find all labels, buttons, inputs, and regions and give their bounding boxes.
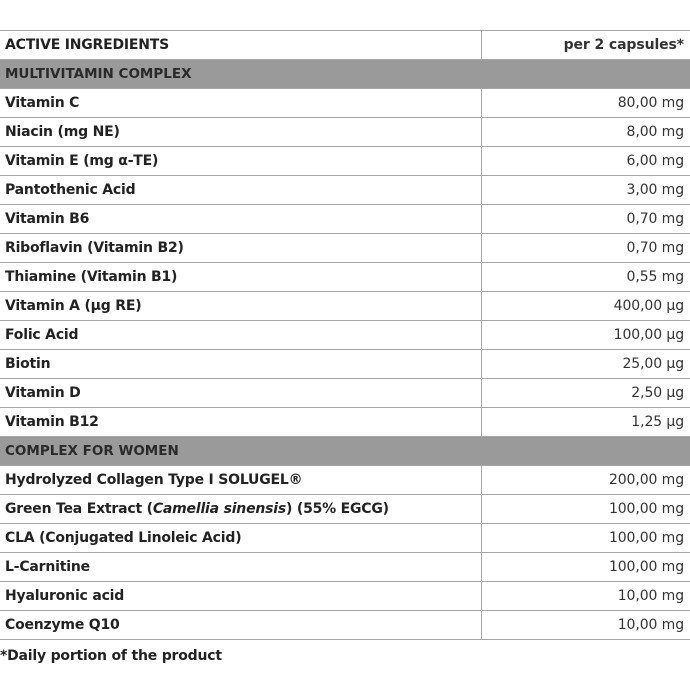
- ingredient-value: 2,50 µg: [481, 379, 690, 408]
- ingredient-value: 200,00 mg: [481, 466, 690, 495]
- ingredient-name: Vitamin B6: [0, 205, 481, 234]
- table-row: [0, 408, 690, 437]
- table-row: [0, 553, 690, 582]
- table-row: [0, 611, 690, 640]
- ingredient-name: Vitamin E (mg α-TE): [0, 147, 481, 176]
- table-row: [0, 263, 690, 292]
- ingredient-value: 0,70 mg: [481, 234, 690, 263]
- table-row: [0, 89, 690, 118]
- ingredient-value: 3,00 mg: [481, 176, 690, 205]
- footnote: *Daily portion of the product: [0, 648, 222, 664]
- ingredient-name: Riboflavin (Vitamin B2): [0, 234, 481, 263]
- ingredient-name-latin: Camellia sinensis: [152, 501, 286, 517]
- ingredient-value: 100,00 µg: [481, 321, 690, 350]
- table-row: [0, 205, 690, 234]
- table-row: [0, 234, 690, 263]
- section-title: MULTIVITAMIN COMPLEX: [0, 60, 690, 89]
- ingredient-name: Vitamin C: [0, 89, 481, 118]
- section-header-multivitamin: [0, 60, 690, 89]
- ingredient-value: 400,00 µg: [481, 292, 690, 321]
- table-row: [0, 176, 690, 205]
- ingredient-value: 0,70 mg: [481, 205, 690, 234]
- table-row: [0, 321, 690, 350]
- ingredient-name: L-Carnitine: [0, 553, 481, 582]
- table-header-row: [0, 31, 690, 60]
- section-title: COMPLEX FOR WOMEN: [0, 437, 690, 466]
- ingredient-name: Pantothenic Acid: [0, 176, 481, 205]
- ingredient-name: Vitamin B12: [0, 408, 481, 437]
- table-row: [0, 466, 690, 495]
- ingredients-table: [0, 30, 690, 640]
- ingredient-name: Vitamin D: [0, 379, 481, 408]
- ingredient-name: Folic Acid: [0, 321, 481, 350]
- ingredient-value: 100,00 mg: [481, 553, 690, 582]
- ingredient-value: 100,00 mg: [481, 524, 690, 553]
- ingredient-name-prefix: Green Tea Extract (: [5, 501, 153, 517]
- table-row: [0, 350, 690, 379]
- ingredient-name: Thiamine (Vitamin B1): [0, 263, 481, 292]
- section-header-women: [0, 437, 690, 466]
- ingredient-name: Vitamin A (µg RE): [0, 292, 481, 321]
- table-row: [0, 118, 690, 147]
- ingredient-value: 10,00 mg: [481, 611, 690, 640]
- table-row: [0, 147, 690, 176]
- ingredient-value: 6,00 mg: [481, 147, 690, 176]
- ingredient-name: Coenzyme Q10: [0, 611, 481, 640]
- ingredient-value: 1,25 µg: [481, 408, 690, 437]
- ingredient-name: Niacin (mg NE): [0, 118, 481, 147]
- table-row: [0, 524, 690, 553]
- ingredient-name: Hyaluronic acid: [0, 582, 481, 611]
- ingredient-value: 100,00 mg: [481, 495, 690, 524]
- ingredient-name-suffix: ) (55% EGCG): [286, 501, 389, 517]
- header-portion: per 2 capsules*: [481, 31, 690, 60]
- ingredient-value: 10,00 mg: [481, 582, 690, 611]
- ingredient-value: 8,00 mg: [481, 118, 690, 147]
- table-row: [0, 292, 690, 321]
- ingredient-name: Biotin: [0, 350, 481, 379]
- ingredient-name: Hydrolyzed Collagen Type I SOLUGEL®: [0, 466, 481, 495]
- ingredient-value: 25,00 µg: [481, 350, 690, 379]
- table-row: [0, 495, 690, 524]
- ingredient-name: CLA (Conjugated Linoleic Acid): [0, 524, 481, 553]
- header-ingredients: ACTIVE INGREDIENTS: [0, 31, 481, 60]
- ingredient-name: [0, 495, 481, 524]
- nutrition-table-container: [0, 30, 690, 640]
- ingredient-value: 0,55 mg: [481, 263, 690, 292]
- table-row: [0, 582, 690, 611]
- table-row: [0, 379, 690, 408]
- ingredient-value: 80,00 mg: [481, 89, 690, 118]
